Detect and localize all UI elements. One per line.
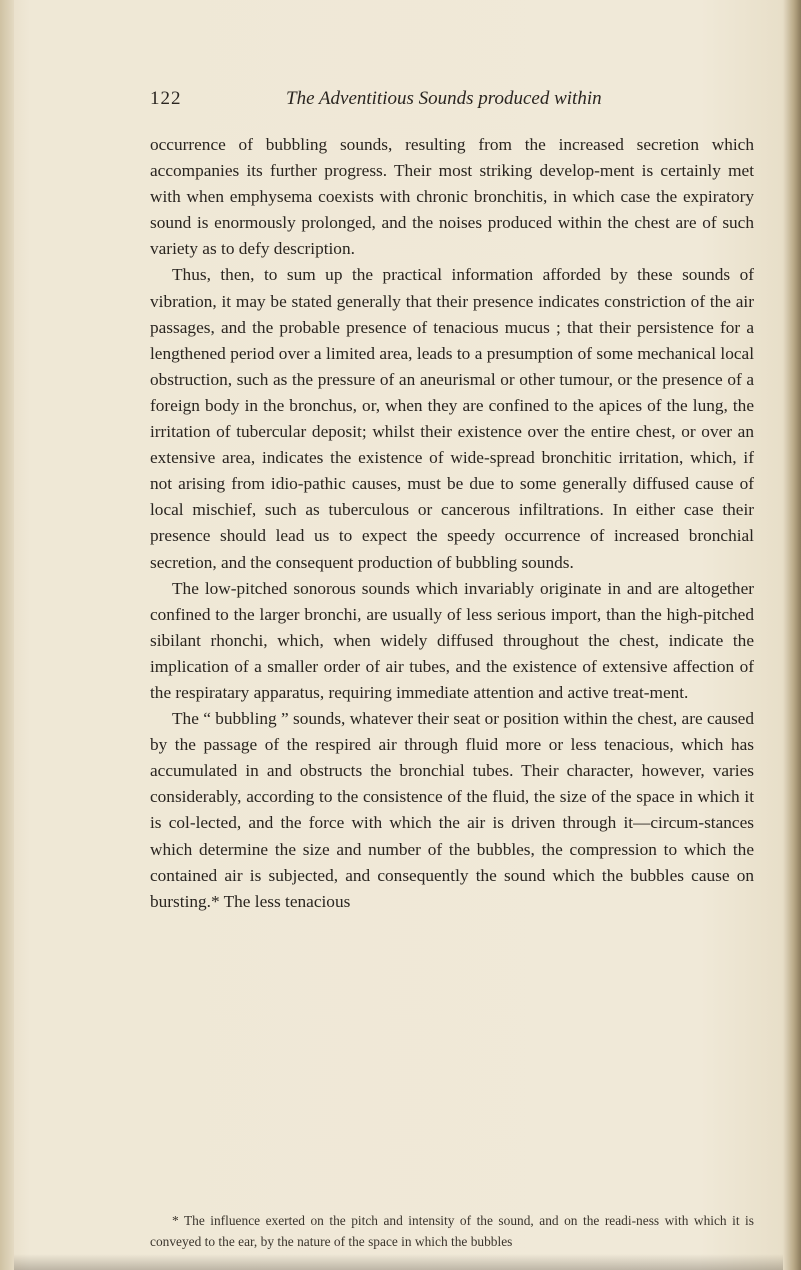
page-fore-edge <box>783 0 801 1270</box>
footnote <box>150 1210 754 1252</box>
paragraph-2: Thus, then, to sum up the practical information afforded by these sounds of vibration, it may be stated generally that their presence indicates constriction of the air passages, and the probable presence of tenacious mucus ; that their persistence for a lengthened period over a limited area, leads to a presumption of some mechanical local obstruction, such as the pressure of an aneurismal or other tumour, or the presence of a foreign body in the bronchus, or, when they are confined to the apices of the lung, the irritation of tubercular deposit; whilst their existence over the entire chest, or over an extensive area, indicates the existence of wide-spread bronchitic irritation, which, if not arising from idio-pathic causes, must be due to some generally diffused cause of local mischief, such as tuberculous or cancerous infiltrations. In either case their presence should lead us to expect the speedy occurrence of increased bronchial secretion, and the consequent production of bubbling sounds. <box>150 265 754 572</box>
page-number: 122 <box>150 88 182 109</box>
page-bottom-shadow <box>14 1254 783 1270</box>
paragraph-4: The “ bubbling ” sounds, whatever their seat or position within the chest, are caused by the passage of the respired air through fluid more or less tenacious, which has accumulated in and obstructs the bronchial tubes. Their character, however, varies considerably, according to the consistence of the fluid, the size of the space in which it is col-lected, and the force with which the air is driven through it—circum-stances which determine the size and number of the bubbles, the compression to which the contained air is subjected, and consequently the sound which the bubbles cause on bursting.* The less tenacious <box>150 709 754 911</box>
running-title: The Adventitious Sounds produced within <box>286 88 602 109</box>
paragraph-3: The low-pitched sonorous sounds which invariably originate in and are altogether confined to the larger bronchi, are usually of less serious import, than the high-pitched sibilant rhonchi, which, when widely diffused throughout the chest, indicate the implication of a smaller order of air tubes, and the existence of extensive affection of the respiratary apparatus, requiring immediate attention and active treat-ment. <box>150 578 754 702</box>
page-binding-edge <box>0 0 14 1270</box>
footnote-text: * The influence exerted on the pitch and intensity of the sound, and on the readi-ness with which it is conveyed to the ear, by the nature of the space in which the bubbles <box>150 1213 754 1249</box>
paragraph-1: occurrence of bubbling sounds, resulting from the increased secretion which accompanies its further progress. Their most striking develop-ment is certainly met with when emphysema coexists with chronic bronchitis, in which case the expiratory sound is enormously prolonged, and the noises produced within the chest are of such variety as to defy description. <box>150 135 754 259</box>
running-header <box>150 88 750 118</box>
body-text <box>150 132 754 915</box>
